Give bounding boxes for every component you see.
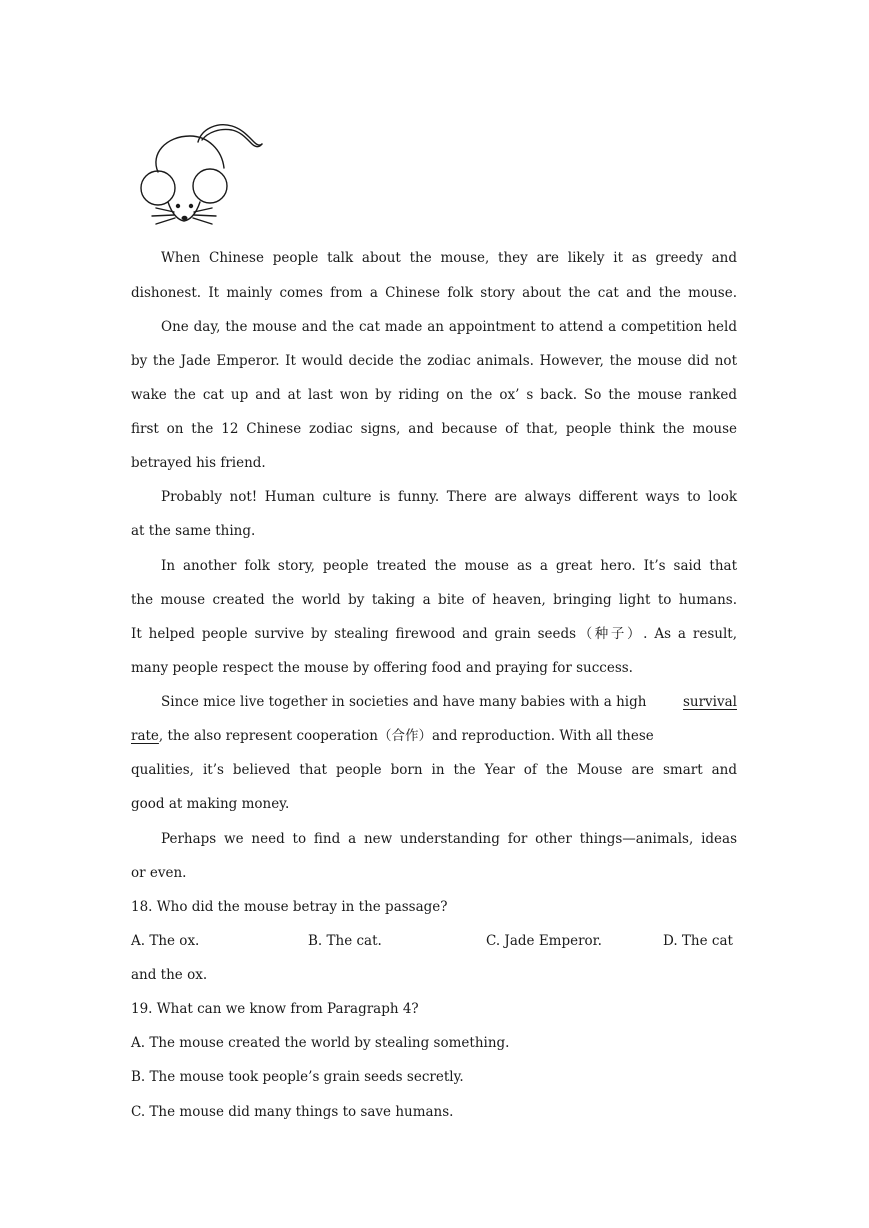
underlined-term: survival [682, 694, 737, 710]
question-18: 18. Who did the mouse betray in the passage? [131, 899, 448, 915]
passage-line [131, 727, 737, 745]
passage-line: wake the cat up and at last won by riding on the ox’ s back. So the mouse ranked [131, 387, 737, 403]
q19-option-c: C. The mouse did many things to save humans. [131, 1104, 454, 1120]
passage-line: at the same thing. [131, 523, 256, 539]
passage-line: Perhaps we need to find a new understanding for other things—animals, ideas [161, 831, 737, 847]
q18-option-a: A. The ox. [131, 933, 200, 949]
passage-line: It helped people survive by stealing firewood and grain seeds（种子）. As a result, [131, 626, 737, 642]
passage-line: When Chinese people talk about the mouse, they are likely it as greedy and [161, 250, 737, 266]
q19-option-b: B. The mouse took people’s grain seeds secretly. [131, 1069, 464, 1085]
passage-line: the mouse created the world by taking a bite of heaven, bringing light to humans. [131, 592, 737, 608]
passage-line: by the Jade Emperor. It would decide the zodiac animals. However, the mouse did not [131, 353, 737, 369]
passage-line: In another folk story, people treated the mouse as a great hero. It’s said that [161, 558, 737, 574]
q18-option-d: D. The cat [663, 933, 733, 949]
q18-option-b: B. The cat. [308, 933, 382, 949]
passage-text: Since mice live together in societies and have many babies with a high [161, 694, 647, 710]
q18-option-c: C. Jade Emperor. [486, 933, 602, 949]
underlined-term: rate [131, 728, 159, 744]
passage-line: dishonest. It mainly comes from a Chinese folk story about the cat and the mouse. [131, 285, 737, 301]
passage-line: Probably not! Human culture is funny. There are always different ways to look [161, 489, 737, 505]
passage-line: qualities, it’s believed that people born in the Year of the Mouse are smart and [131, 762, 737, 778]
passage-line: many people respect the mouse by offering food and praying for success. [131, 660, 633, 676]
passage-line: good at making money. [131, 796, 290, 812]
passage-line [161, 693, 737, 711]
passage-text: , the also represent cooperation（合作）and reproduction. With all these [158, 728, 654, 744]
passage-line: betrayed his friend. [131, 455, 266, 471]
passage-line: first on the 12 Chinese zodiac signs, and because of that, people think the mouse [131, 421, 737, 437]
q18-option-d-continued: and the ox. [131, 967, 208, 983]
passage-line: One day, the mouse and the cat made an appointment to attend a competition held [161, 319, 737, 335]
passage-line: or even. [131, 865, 187, 881]
mouse-illustration-icon [136, 120, 266, 232]
q19-option-a: A. The mouse created the world by stealing something. [131, 1035, 510, 1051]
question-19: 19. What can we know from Paragraph 4? [131, 1001, 419, 1017]
